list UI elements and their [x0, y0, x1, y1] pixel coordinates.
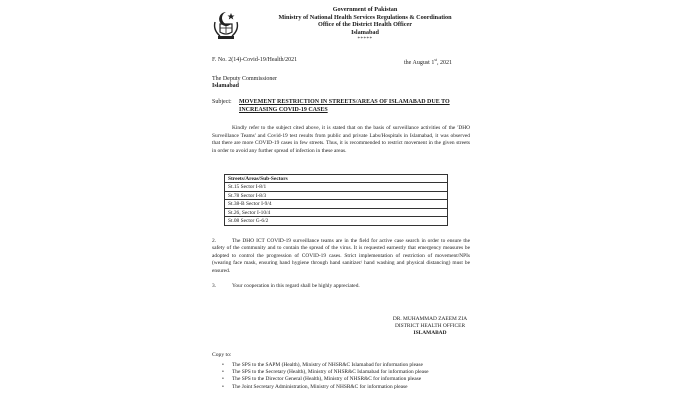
- date-year: , 2021: [437, 60, 453, 66]
- paragraph-number: 2.: [212, 238, 217, 244]
- addressee-city: Islamabad: [212, 83, 240, 90]
- paragraph-text: The DHO ICT COVID-19 surveillance teams are in the field for active case search in order to ensure the safety of the community and to contain the spread of the virus. It is requested earnestly that emergency measures be adopted to control the progression of COVID-19 cases. Strict implementation of restriction of movement/NPIs (wearing face mask, ensuring hand hygiene through hand sanitizer/ hand washing and physical distancing) must be ensured.: [212, 238, 470, 274]
- table-header-row: [225, 175, 448, 183]
- letterhead-line: Office of the District Health Officer: [318, 21, 412, 29]
- table-cell: St.78 Sector I-8/3: [225, 191, 448, 199]
- signatory-city: ISLAMABAD: [413, 330, 447, 336]
- copy-to-list: [222, 362, 429, 391]
- government-emblem-icon: [212, 10, 240, 40]
- streets-table: [224, 174, 448, 226]
- subject-text: MOVEMENT RESTRICTION IN STREETS/AREAS OF ISLAMABAD DUE TO INCREASING COVID-19 CASES: [239, 99, 450, 113]
- table-cell: St.15 Sector I-8/1: [225, 183, 448, 191]
- table-header-cell: Streets/Areas/Sub-Sectors: [225, 175, 448, 183]
- table-row: [225, 183, 448, 191]
- file-reference: F. No. 2(14)-Covid-19/Health/2021: [212, 57, 298, 63]
- signatory-title: DISTRICT HEALTH OFFICER: [394, 323, 466, 329]
- table-row: [225, 217, 448, 225]
- letterhead-line: Government of Pakistan: [332, 6, 398, 13]
- copy-to-label: Copy to:: [212, 352, 232, 358]
- signature-block: [390, 316, 470, 337]
- addressee: [212, 76, 277, 91]
- table-cell: St.26, Sector I-10/4: [225, 208, 448, 216]
- table-row: [225, 191, 448, 199]
- letter-date: [404, 57, 452, 66]
- paragraph-number: 3.: [212, 283, 217, 289]
- letterhead: [250, 6, 480, 44]
- list-item: • The SPS to the SAPM (Health), Ministry of NHSR&C Islamabad for information please: [222, 362, 429, 369]
- letterhead-stars: *****: [357, 37, 373, 43]
- table-cell: St.08 Sector G-6/2: [225, 217, 448, 225]
- signatory-name: DR. MUHAMMAD ZAEEM ZIA: [392, 316, 468, 322]
- table-cell: St.38-B Sector I-9/4: [225, 200, 448, 208]
- paragraph-text: Your cooperation in this regard shall be highly appreciated.: [232, 283, 360, 289]
- letterhead-line: Islamabad: [351, 28, 379, 36]
- list-item: • The SPS to the Secretary (Health), Ministry of NHSR&C Islamabad for information please: [222, 369, 429, 376]
- list-item: • The SPS to the Director General (Health), Ministry of NHSR&C for information please: [222, 376, 429, 383]
- paragraph-3: [212, 283, 470, 290]
- date-suffix: st: [434, 57, 438, 62]
- paragraph-2: [212, 238, 470, 275]
- letterhead-line: Ministry of National Health Services Regulations & Coordination: [278, 13, 452, 21]
- subject-label: Subject:: [212, 99, 232, 105]
- table-row: [225, 200, 448, 208]
- list-item: • The Joint Secretary Administration, Ministry of NHSR&C for information please: [222, 384, 429, 391]
- date-prefix: the August 1: [404, 60, 435, 66]
- addressee-title: The Deputy Commissioner: [212, 76, 277, 82]
- paragraph-1: Kindly refer to the subject cited above, it is stated that on the basis of surveillance activities of the 'DHO Surveillance Teams' and Covid-19 test results from public and private Labs/Hospitals in Islamabad, it was observed that there are more COVID-19 cases in few streets. Thus, it is recommended to restrict movement in the given streets in order to avoid any further spread of infection in these areas.: [212, 125, 470, 154]
- table-row: [225, 208, 448, 216]
